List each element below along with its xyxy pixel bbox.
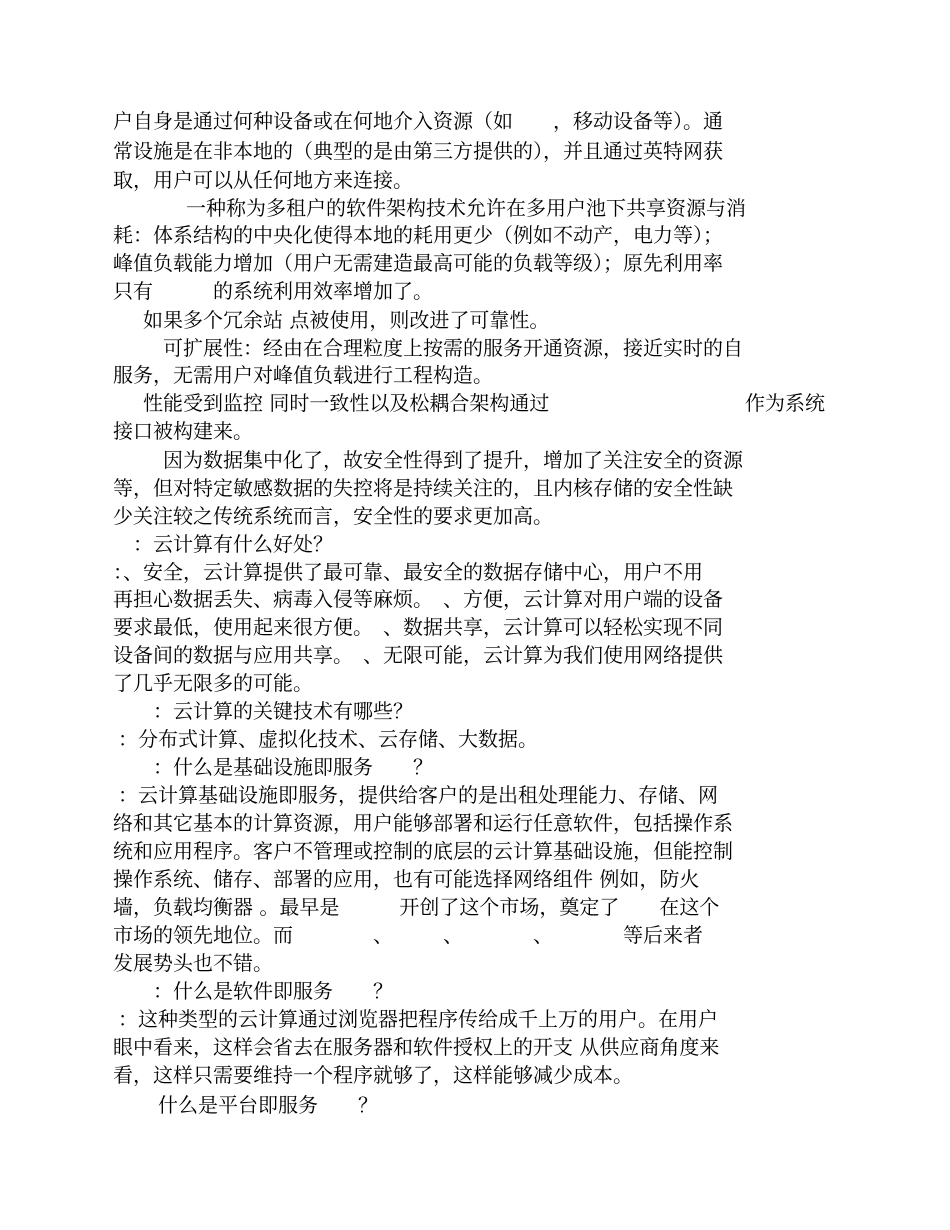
text-line: ：这种类型的云计算通过浏览器把程序传给成千上万的用户。在用户 (118, 1007, 718, 1031)
text-line: 一种称为多租户的软件架构技术允许在多用户池下共享资源与消 (186, 196, 746, 220)
text-line: 性能受到监控 同时一致性以及松耦合架构通过 (143, 391, 550, 415)
text-line: 了几乎无限多的可能。 (113, 671, 313, 695)
text-line: 只有 的系统利用效率增加了。 (113, 279, 433, 303)
text-line: 如果多个冗余站 点被使用，则改进了可靠性。 (143, 308, 550, 332)
text-line: 可扩展性：经由在合理粒度上按需的服务开通资源，接近实时的自 (163, 336, 743, 360)
text-line: 作为系统 (745, 391, 825, 415)
text-line: 墙，负载均衡器 。最早是 开创了这个市场，奠定了 在这个 (113, 895, 720, 919)
text-line: 统和应用程序。客户不管理或控制的底层的云计算基础设施，但能控制 (113, 839, 733, 863)
text-line: 看，这样只需要维持一个程序就够了，这样能够减少成本。 (113, 1063, 633, 1087)
text-line: ：云计算基础设施即服务，提供给客户的是出租处理能力、存储、网 (118, 783, 718, 807)
text-line: ：云计算有什么好处？ (133, 532, 333, 556)
text-line: ：、安全，云计算提供了最可靠、最安全的数据存储中心，用户不用 (113, 560, 703, 584)
text-line: ：什么是软件即服务 ？ (153, 979, 393, 1003)
text-line: 少关注较之传统系统而言，安全性的要求更加高。 (113, 504, 553, 528)
text-line: 什么是平台即服务 ？ (158, 1093, 378, 1117)
text-line: 接口被构建来。 (113, 419, 253, 443)
text-line: 取，用户可以从任何地方来连接。 (113, 168, 413, 192)
text-line: 发展势头也不错。 (113, 951, 273, 975)
text-line: 因为数据集中化了，故安全性得到了提升，增加了关注安全的资源 (163, 448, 743, 472)
text-line: 户自身是通过何种设备或在何地介入资源（如 ，移动设备等）。通 (113, 109, 723, 133)
text-line: ：什么是基础设施即服务 ？ (153, 755, 433, 779)
text-line: 耗：体系结构的中央化使得本地的耗用更少（例如不动产，电力等）； (113, 223, 723, 247)
text-line: 设备间的数据与应用共享。 、无限可能，云计算为我们使用网络提供 (113, 643, 723, 667)
text-line: 峰值负载能力增加（用户无需建造最高可能的负载等级）；原先利用率 (113, 251, 723, 275)
text-line: 要求最低，使用起来很方便。 、数据共享，云计算可以轻松实现不同 (113, 615, 723, 639)
text-line: 常设施是在非本地的（典型的是由第三方提供的），并且通过英特网获 (113, 139, 723, 163)
text-line: 市场的领先地位。而 、 、 、 等后来者 (113, 923, 703, 947)
text-line: ：分布式计算、虚拟化技术、云存储、大数据。 (118, 727, 538, 751)
text-line: 络和其它基本的计算资源，用户能够部署和运行任意软件，包括操作系 (113, 811, 733, 835)
text-line: 操作系统、储存、部署的应用，也有可能选择网络组件 例如，防火 (113, 867, 700, 891)
text-line: 等，但对特定敏感数据的失控将是持续关注的，且内核存储的安全性缺 (113, 476, 733, 500)
text-line: ：云计算的关键技术有哪些？ (153, 699, 413, 723)
text-line: 再担心数据丢失、病毒入侵等麻烦。 、方便，云计算对用户端的设备 (113, 587, 723, 611)
text-line: 眼中看来，这样会省去在服务器和软件授权上的开支 从供应商角度来 (113, 1035, 720, 1059)
text-line: 服务，无需用户对峰值负载进行工程构造。 (113, 363, 493, 387)
